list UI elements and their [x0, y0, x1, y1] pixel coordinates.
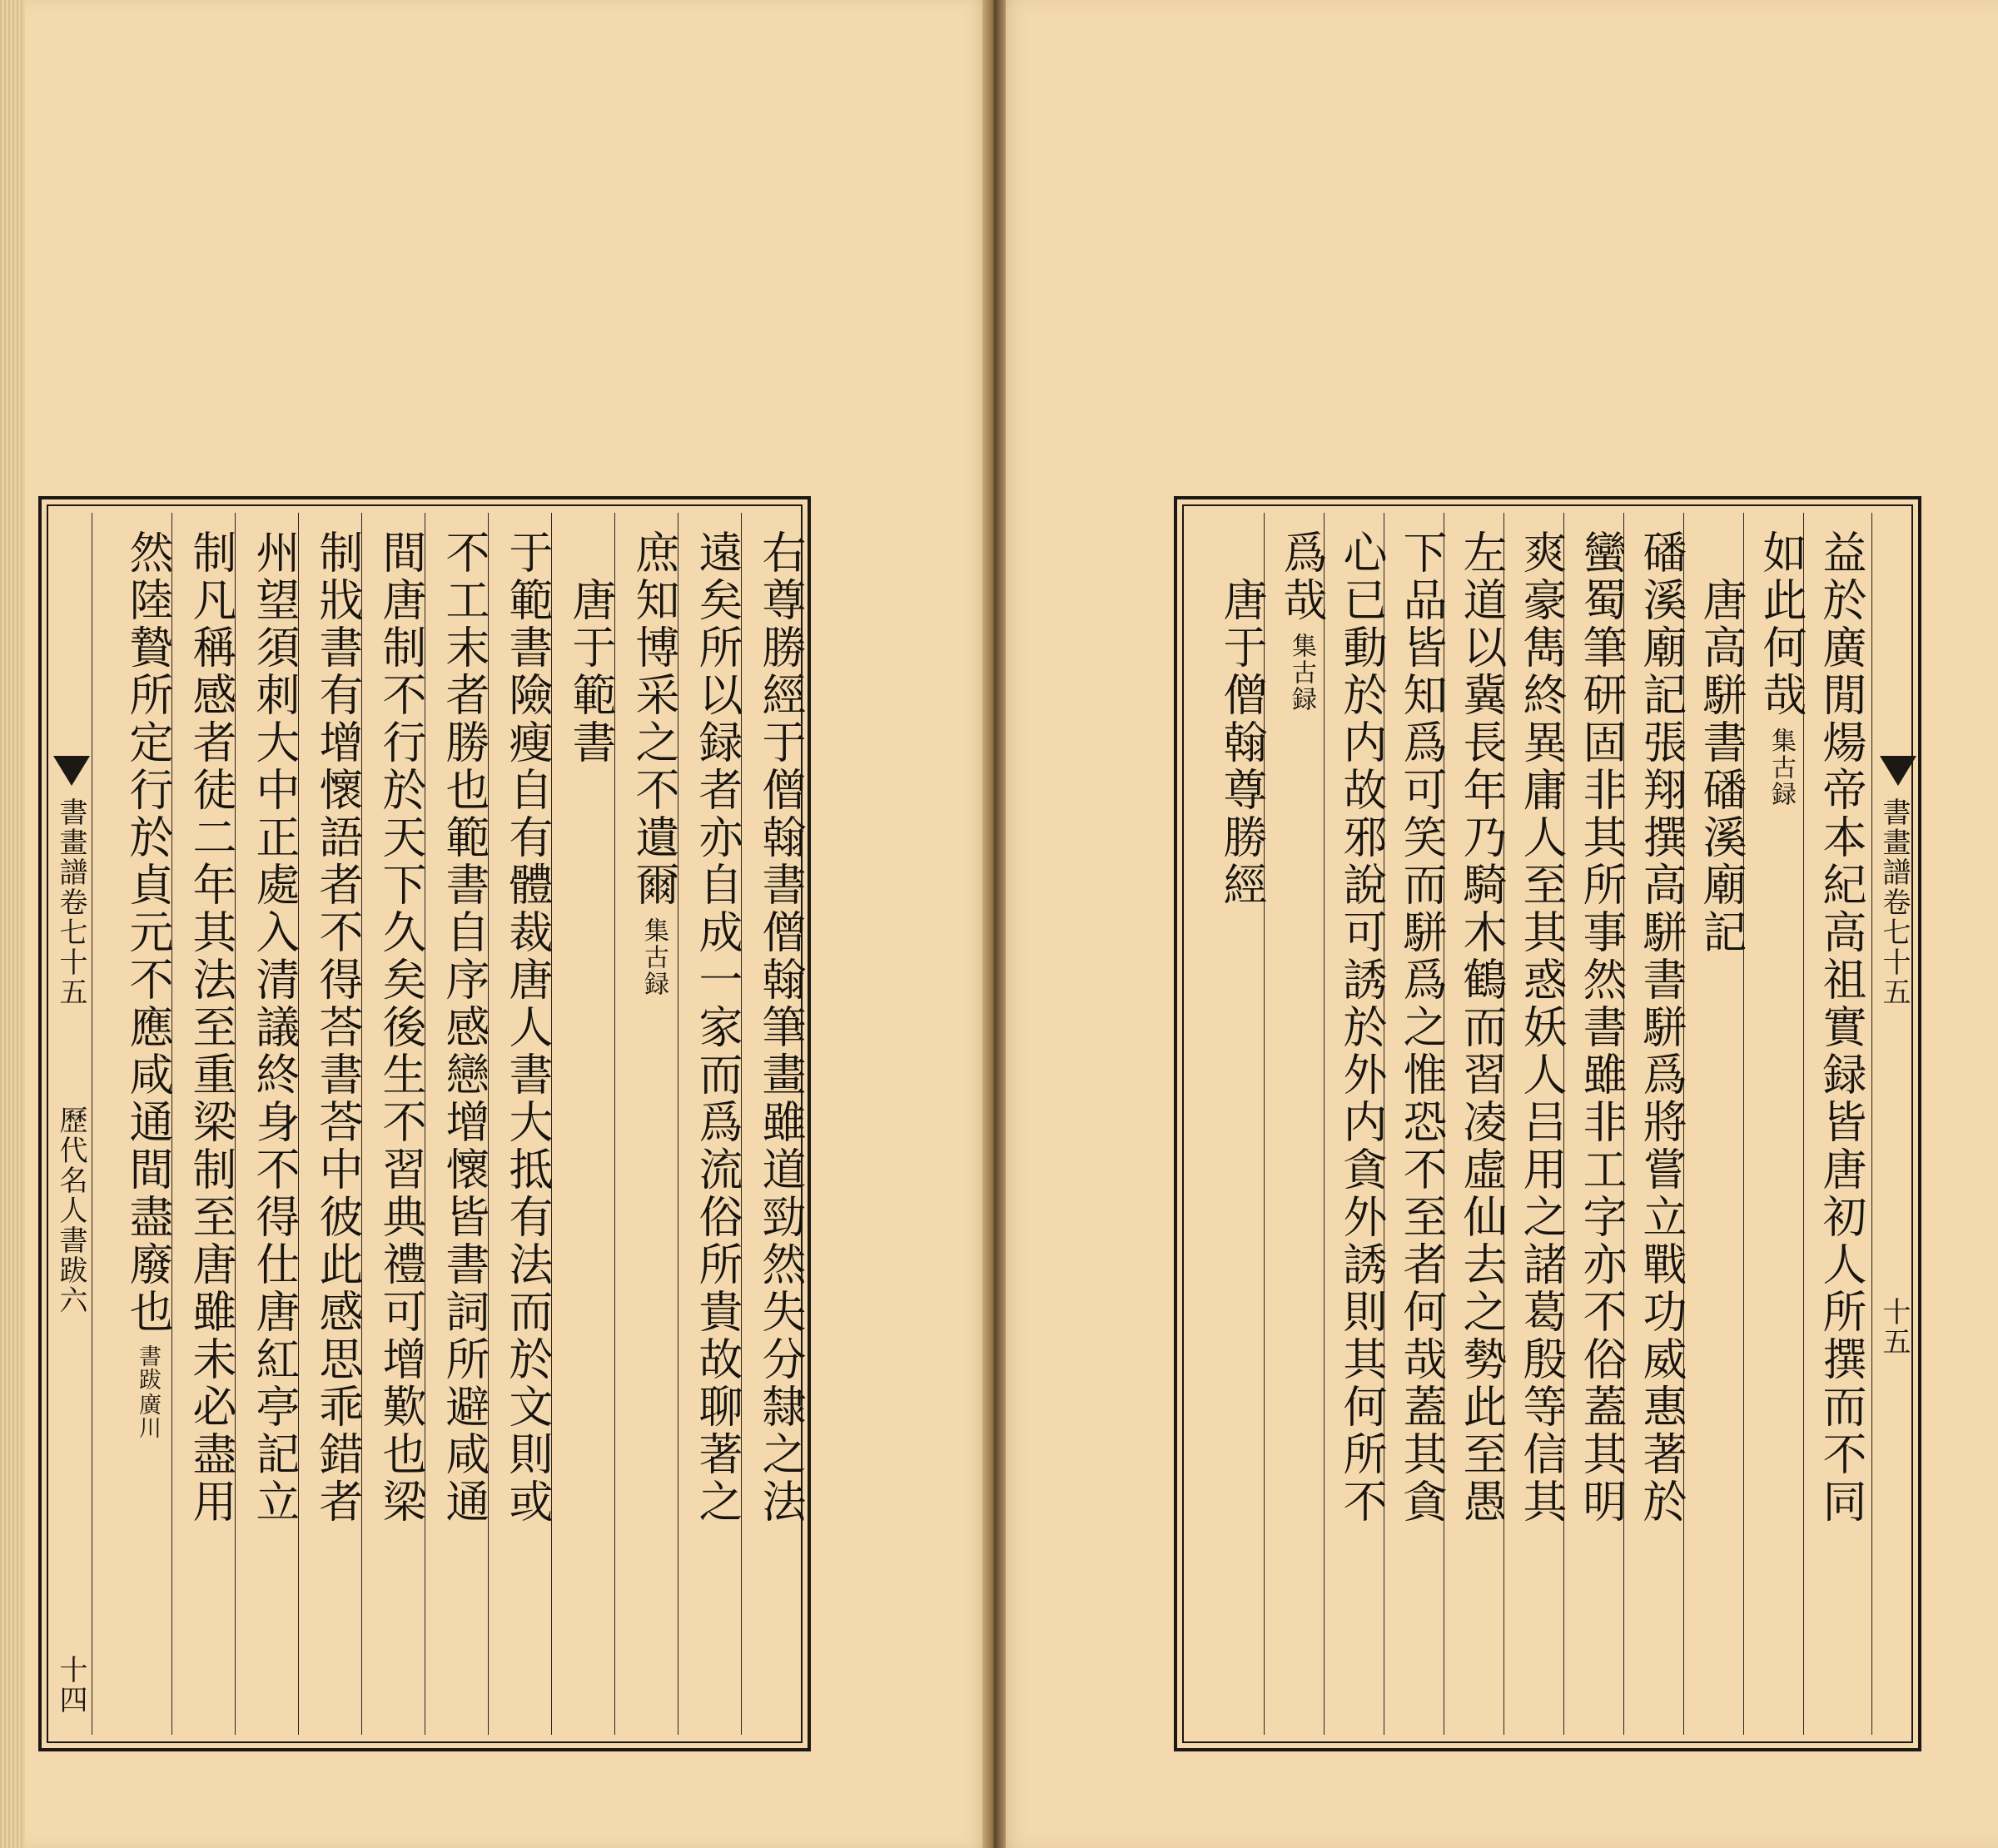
page-edges: [0, 0, 25, 1848]
right-page-frame: [1174, 496, 1921, 1751]
text-column: 制戕書有增懷語者不得荅書荅中彼此感思乖錯者: [312, 529, 363, 1526]
left-banxin: [48, 506, 90, 1741]
text-column: 蠻蜀筆研固非其所事然書雖非工字亦不俗蓋其明: [1576, 529, 1627, 1526]
right-banxin: [1875, 506, 1913, 1741]
text-column: 如此何哉集古録: [1756, 529, 1807, 807]
text-column: 于範書險瘦自有體裁唐人書大抵有法而於文則或: [502, 529, 553, 1526]
text-column: 庶知博采之不遺爾集古録: [629, 529, 679, 997]
text-column: 間唐制不行於天下久矣後生不習典禮可增歎也梁: [375, 529, 426, 1526]
book-gutter: [982, 0, 1006, 1848]
banxin-section: 歷代名人書跋六: [54, 1105, 87, 1315]
text-column: 州望須刺大中正處入清議終身不得仕唐紅亭記立: [249, 529, 300, 1526]
text-column: 不工末者勝也範書自序感戀增懷皆書詞所避咸通: [439, 529, 490, 1526]
banxin-title: 書畫譜卷七十五: [54, 797, 87, 1007]
text-column: 下品皆知爲可笑而駢爲之惟恐不至者何哉蓋其貪: [1396, 529, 1447, 1526]
text-column: 爲哉集古録: [1276, 529, 1327, 713]
entry-heading: 唐于僧翰尊勝經: [1216, 529, 1267, 909]
text-column: 爽豪雋終異庸人至其惑妖人吕用之諸葛殷等信其: [1516, 529, 1567, 1526]
banxin-page-number: 十五: [1877, 1297, 1911, 1357]
text-column: 心已動於内故邪說可誘於外内貪外誘則其何所不: [1336, 529, 1387, 1526]
fish-tail-mark: [53, 756, 90, 786]
text-column: 制凡稱感者徒二年其法至重梁制至唐雖未必盡用: [186, 529, 236, 1526]
banxin-page-number: 十四: [54, 1655, 87, 1715]
text-column: 左道以冀長年乃騎木鶴而習凌虛仙去之勢此至愚: [1456, 529, 1507, 1526]
left-page-frame: [38, 496, 811, 1751]
text-column: 益於廣閒煬帝本紀高祖實録皆唐初人所撰而不同: [1816, 529, 1866, 1526]
banxin-title: 書畫譜卷七十五: [1877, 797, 1911, 1007]
text-column: 遠矣所以録者亦自成一家而爲流俗所貴故聊著之: [692, 529, 743, 1526]
text-column: 然陸贄所定行於貞元不應咸通間盡廢也 廣川 書跋: [122, 529, 173, 1439]
text-column: 磻溪廟記張翔撰高駢書駢爲將嘗立戰功威惠著於: [1636, 529, 1687, 1526]
right-text-block: [1182, 504, 1913, 1743]
source-note: 廣川 書跋: [135, 1344, 161, 1439]
left-text-block: [47, 504, 806, 1743]
text-column: 右尊勝經于僧翰書僧翰筆畫雖道勁然失分隸之法: [755, 529, 806, 1526]
entry-heading: 唐高駢書磻溪廟記: [1696, 529, 1747, 956]
source-note: 集古録: [1767, 728, 1796, 807]
source-note: 集古録: [639, 917, 668, 997]
fish-tail-mark: [1880, 756, 1916, 786]
source-note: 集古録: [1287, 633, 1316, 713]
entry-heading: 唐于範書: [565, 529, 616, 767]
